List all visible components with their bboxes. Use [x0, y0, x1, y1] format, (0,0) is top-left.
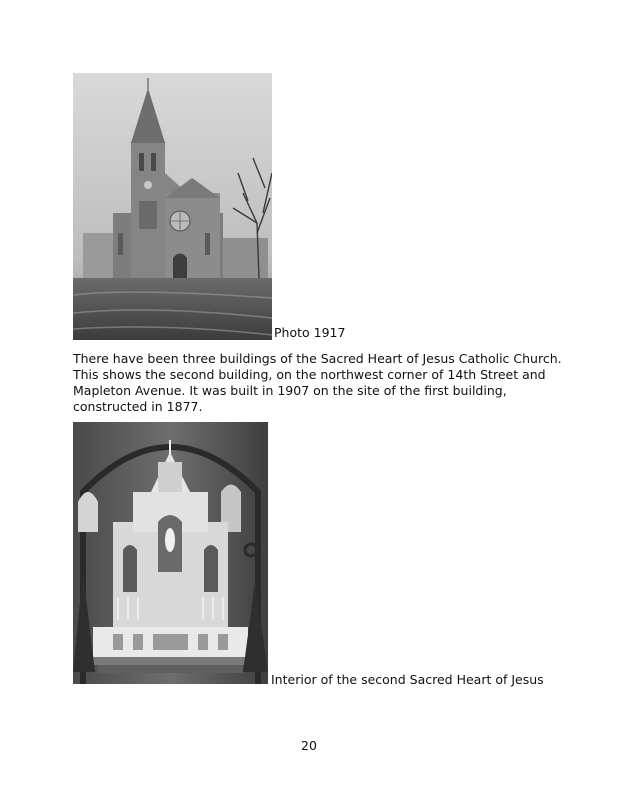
history-paragraph	[73, 351, 562, 415]
church-exterior-photo	[73, 73, 272, 340]
photo-1917-caption: Photo 1917	[274, 325, 346, 340]
paragraph-line: This shows the second building, on the northwest corner of 14th Street and	[73, 367, 546, 382]
paragraph-line: constructed in 1877.	[73, 399, 203, 414]
paragraph-line: Mapleton Avenue. It was built in 1907 on the site of the first building,	[73, 383, 507, 398]
paragraph-line: There have been three buildings of the Sacred Heart of Jesus Catholic Church.	[73, 351, 562, 366]
interior-photo-caption: Interior of the second Sacred Heart of Jesus	[271, 672, 544, 687]
page-number: 20	[301, 738, 317, 753]
church-interior-photo	[73, 422, 268, 684]
